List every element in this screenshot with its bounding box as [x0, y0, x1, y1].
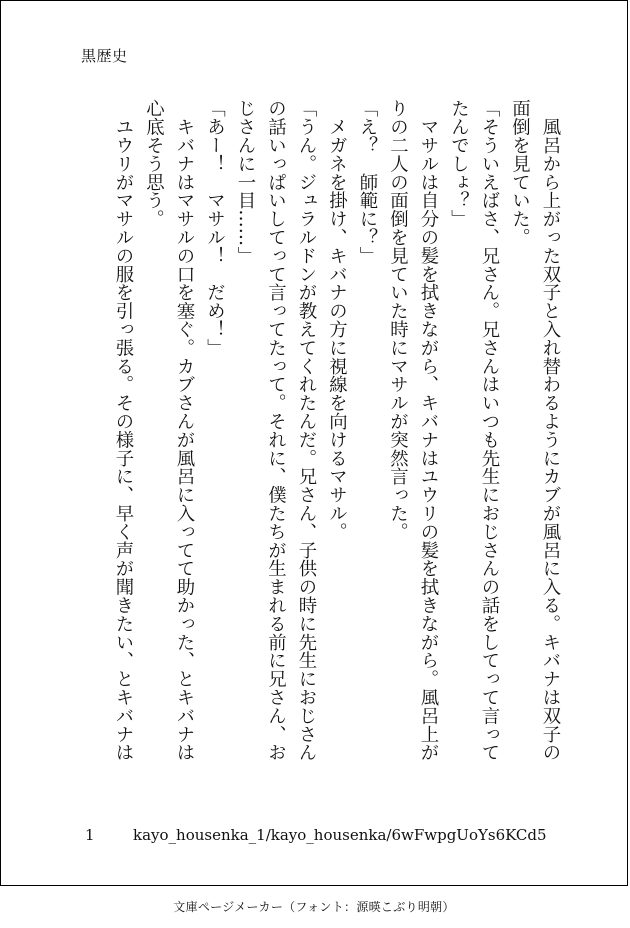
book-path: kayo_housenka_1/kayo_housenka/6wFwpgUoYs6KCd5: [133, 826, 547, 844]
text-line: ユウリがマサルの服を引っ張る。その様子に、早く声が聞きたい、とキバナは: [113, 99, 134, 762]
generator-credit: 文庫ページメーカー（フォント：源暎こぶり明朝）: [173, 900, 455, 914]
text-line: 「あー！ マサル！ だめ！」: [204, 99, 226, 357]
text-line: 「うん。ジュラルドンが教えてくれたんだ。兄さん、子供の時に先生におじさん: [296, 99, 317, 762]
page-number: 1: [85, 826, 95, 844]
text-line: じさんに一目……」: [235, 99, 256, 265]
text-line: 面倒を見ていた。: [509, 99, 531, 247]
text-line: たんでしょ？」: [448, 99, 470, 228]
text-line: キバナはマサルの口を塞ぐ。カブさんが風呂に入ってて助かった、とキバナは: [174, 99, 195, 762]
vertical-body-text: [79, 99, 565, 787]
text-line: 心底そう思う。: [143, 99, 165, 228]
text-line: メガネを掛け、キバナの方に視線を向けるマサル。: [326, 99, 348, 541]
text-line: 「そういえばさ、兄さん。兄さんはいつも先生におじさんの話をしてって言って: [479, 99, 500, 762]
book-title: 黒歴史: [81, 47, 128, 65]
text-line: 風呂から上がった双子と入れ替わるようにカブが風呂に入る。キバナは双子の: [540, 99, 561, 762]
text-line: の話いっぱいしてって言ってたって。それに、僕たちが生まれる前に兄さん、お: [265, 99, 287, 762]
text-line: 「え？ 師範に？」: [357, 99, 378, 265]
text-line: マサルは自分の髪を拭きながら、キバナはユウリの髪を拭きながら。風呂上が: [418, 99, 439, 762]
text-line: りの二人の面倒を見ていた時にマサルが突然言った。: [387, 99, 409, 541]
